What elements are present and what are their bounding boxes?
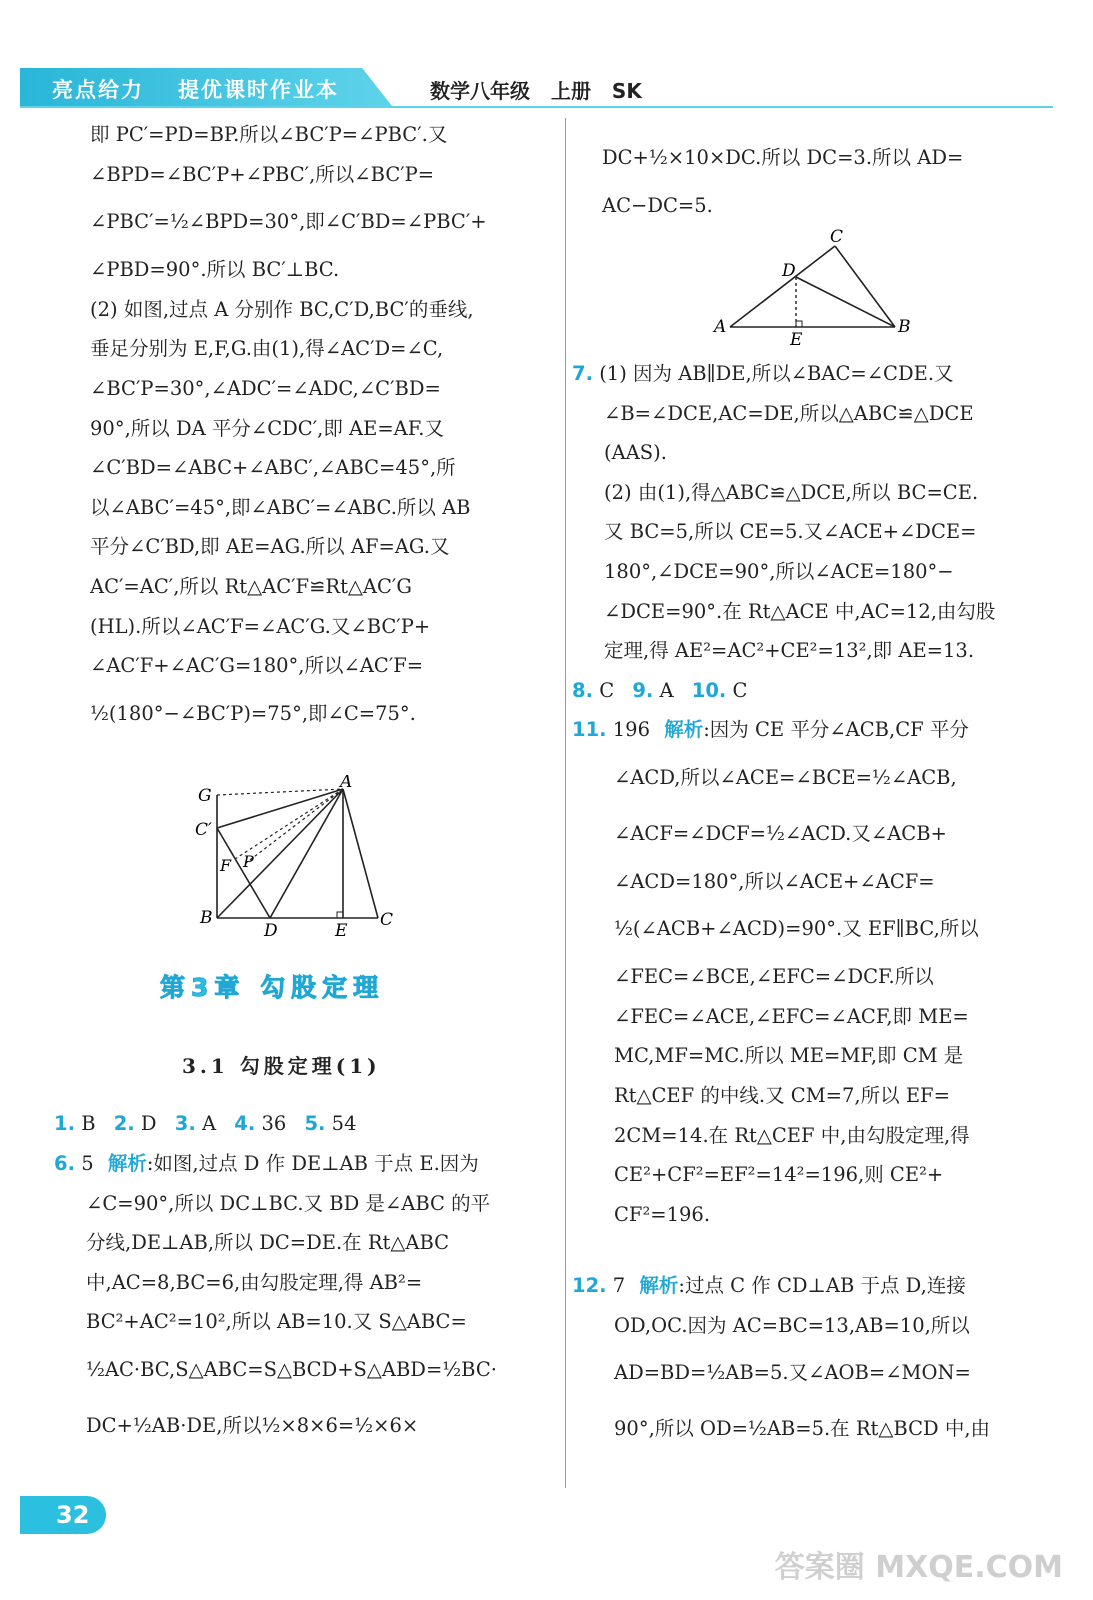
text-line: (HL).所以∠AC′F=∠AC′G.又∠BC′P+: [90, 614, 431, 638]
text-line: ∠ACF=∠DCF=½∠ACD.又∠ACB+: [614, 821, 947, 845]
text-line: ∠AC′F+∠AC′G=180°,所以∠AC′F=: [90, 654, 424, 678]
text-line: 定理,得 AE²=AC²+CE²=13²,即 AE=13.: [604, 639, 975, 663]
analysis-tag: 解析: [664, 718, 704, 741]
geometry-figure-left: [190, 775, 400, 945]
text-line: 平分∠C′BD,即 AE=AG.所以 AF=AG.又: [90, 535, 450, 559]
text-line: OD,OC.因为 AC=BC=13,AB=10,所以: [614, 1313, 970, 1337]
watermark: 答案圈 MXQE.COM: [774, 1550, 1063, 1585]
text-line: :如图,过点 D 作 DE⊥AB 于点 E.因为: [146, 1152, 479, 1175]
text-line: ∠FEC=∠ACE,∠EFC=∠ACF,即 ME=: [614, 1004, 969, 1028]
chapter-title: 第3章 勾股定理: [160, 973, 385, 1002]
text-line: 分线,DE⊥AB,所以 DC=DE.在 Rt△ABC: [86, 1231, 450, 1255]
text-line: DC+½AB·DE,所以½×8×6=½×6×: [86, 1413, 419, 1437]
text-line: 180°,∠DCE=90°,所以∠ACE=180°−: [604, 559, 954, 583]
text-line: :过点 C 作 CD⊥AB 于点 D,连接: [678, 1274, 966, 1297]
figure-label: G: [198, 786, 212, 806]
text-line: 中,AC=8,BC=6,由勾股定理,得 AB²=: [86, 1270, 423, 1294]
answer: A: [659, 679, 674, 702]
figure-label: A: [714, 317, 727, 337]
text-line: (2) 由(1),得△ABC≌△DCE,所以 BC=CE.: [604, 480, 979, 504]
text-line: 以∠ABC′=45°,即∠ABC′=∠ABC.所以 AB: [90, 495, 471, 519]
text-line: ∠BC′P=30°,∠ADC′=∠ADC,∠C′BD=: [90, 376, 441, 400]
question-7: [572, 354, 1052, 671]
figure-label: C: [380, 910, 394, 930]
answers-8-10: [572, 671, 747, 711]
analysis-tag: 解析: [639, 1274, 679, 1297]
figure-label: D: [782, 261, 796, 281]
text-line: ½(180°−∠BC′P)=75°,即∠C=75°.: [90, 701, 416, 725]
answer: 54: [331, 1112, 357, 1135]
figure-label: C: [830, 228, 844, 247]
text-line: ∠C′BD=∠ABC+∠ABC′,∠ABC=45°,所: [90, 456, 456, 480]
answer: A: [201, 1112, 217, 1135]
answer: D: [140, 1112, 157, 1135]
text-line: AD=BD=½AB=5.又∠AOB=∠MON=: [614, 1361, 971, 1385]
text-line: Rt△CEF 的中线.又 CM=7,所以 EF=: [614, 1083, 950, 1107]
text-line: 90°,所以 OD=½AB=5.在 Rt△BCD 中,由: [614, 1417, 991, 1441]
text-line: ∠C=90°,所以 DC⊥BC.又 BD 是∠ABC 的平: [86, 1191, 491, 1215]
text-line: BC²+AC²=10²,所以 AB=10.又 S△ABC=: [86, 1310, 467, 1334]
column-divider: [565, 118, 566, 1488]
question-number: 12.: [572, 1274, 607, 1297]
text-line: 2CM=14.在 Rt△CEF 中,由勾股定理,得: [614, 1123, 970, 1147]
left-column: [90, 115, 530, 742]
question-6: [54, 1144, 544, 1454]
answer: 5: [81, 1152, 94, 1175]
text-line: 即 PC′=PD=BP.所以∠BC′P=∠PBC′.又: [90, 123, 448, 146]
figure-label: B: [898, 317, 911, 337]
question-number: 9.: [632, 679, 654, 702]
answer: 7: [612, 1274, 626, 1297]
text-line: (2) 如图,过点 A 分别作 BC,C′D,BC′的垂线,: [90, 297, 474, 321]
text-line: (AAS).: [604, 441, 667, 465]
question-12: [572, 1266, 1052, 1457]
text-line: ∠BPD=∠BC′P+∠PBC′,所以∠BC′P=: [90, 162, 435, 186]
answer: C: [732, 679, 748, 702]
question-number: 7.: [572, 362, 593, 385]
answer: 196: [612, 718, 650, 741]
right-column-top: [602, 130, 1052, 226]
question-11: [572, 710, 1052, 1234]
text-line: ∠B=∠DCE,AC=DE,所以△ABC≌△DCE: [604, 401, 974, 425]
geometry-figure-right: [710, 228, 920, 348]
text-line: ∠PBD=90°.所以 BC′⊥BC.: [90, 258, 340, 282]
text-line: ∠ACD=180°,所以∠ACE+∠ACF=: [614, 869, 935, 893]
question-number: 10.: [691, 679, 727, 702]
text-line: ½AC·BC,S△ABC=S△BCD+S△ABD=½BC·: [86, 1357, 497, 1381]
text-line: CF²=196.: [614, 1202, 711, 1226]
figure-label: F: [220, 856, 232, 875]
figure-label: A: [340, 775, 353, 792]
question-number: 5.: [304, 1112, 326, 1135]
text-line: (1) 因为 AB∥DE,所以∠BAC=∠CDE.又: [599, 362, 954, 385]
answers-1-5: [54, 1104, 356, 1144]
text-line: 90°,所以 DA 平分∠CDC′,即 AE=AF.又: [90, 416, 444, 440]
question-number: 6.: [54, 1152, 75, 1175]
text-line: AC′=AC′,所以 Rt△AC′F≌Rt△AC′G: [90, 574, 412, 598]
text-line: AC−DC=5.: [602, 194, 713, 217]
header-book-info: 数学八年级 上册 SK: [430, 79, 642, 103]
question-number: 8.: [572, 679, 593, 702]
question-number: 4.: [234, 1112, 256, 1135]
text-line: DC+½×10×DC.所以 DC=3.所以 AD=: [602, 146, 964, 169]
text-line: MC,MF=MC.所以 ME=MF,即 CM 是: [614, 1044, 964, 1068]
answer: C: [599, 679, 615, 702]
text-line: ∠FEC=∠BCE,∠EFC=∠DCF.所以: [614, 965, 934, 989]
text-line: CE²+CF²=EF²=14²=196,则 CE²+: [614, 1163, 944, 1187]
answer: B: [81, 1112, 96, 1135]
text-line: 垂足分别为 E,F,G.由(1),得∠AC′D=∠C,: [90, 337, 444, 361]
figure-label: C′: [195, 820, 212, 840]
question-number: 3.: [174, 1112, 196, 1135]
text-line: ∠ACD,所以∠ACE=∠BCE=½∠ACB,: [614, 765, 957, 789]
text-line: ∠PBC′=½∠BPD=30°,即∠C′BD=∠PBC′+: [90, 210, 487, 234]
text-line: ∠DCE=90°.在 Rt△ACE 中,AC=12,由勾股: [604, 599, 996, 623]
text-line: :因为 CE 平分∠ACB,CF 平分: [703, 718, 969, 741]
figure-label: E: [335, 921, 348, 941]
header-subtitle: 提优课时作业本: [178, 78, 339, 102]
figure-label: B: [200, 908, 213, 928]
question-number: 2.: [113, 1112, 135, 1135]
page-number: 32: [20, 1496, 106, 1534]
question-number: 11.: [572, 718, 607, 741]
analysis-tag: 解析: [107, 1152, 147, 1175]
answer: 36: [261, 1112, 287, 1135]
question-number: 1.: [54, 1112, 75, 1135]
text-line: 又 BC=5,所以 CE=5.又∠ACE+∠DCE=: [604, 520, 977, 544]
figure-label: P: [243, 852, 254, 871]
figure-label: E: [790, 330, 803, 348]
figure-label: D: [264, 921, 278, 941]
header-brand: 亮点给力: [52, 78, 144, 102]
section-title: 3.1 勾股定理(1): [182, 1054, 381, 1078]
header-rule: [20, 106, 1053, 108]
text-line: ½(∠ACB+∠ACD)=90°.又 EF∥BC,所以: [614, 917, 979, 941]
